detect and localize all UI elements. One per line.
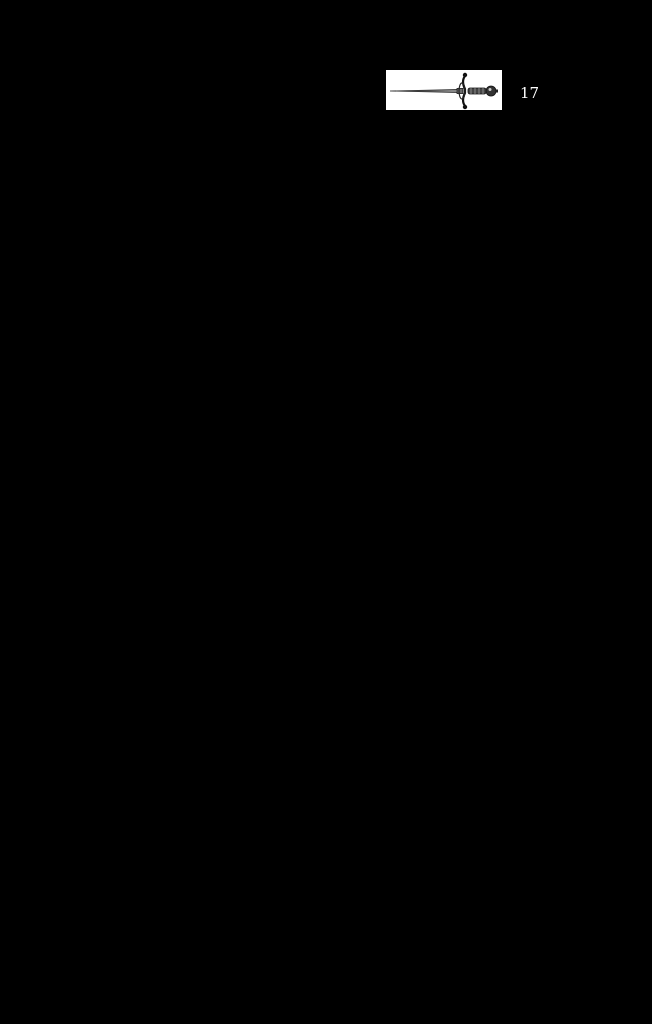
running-head <box>386 70 546 110</box>
sword-icon <box>386 70 502 110</box>
sword-ornament <box>386 70 502 110</box>
body-text-area <box>80 136 538 926</box>
page-number: 17 <box>520 84 540 102</box>
